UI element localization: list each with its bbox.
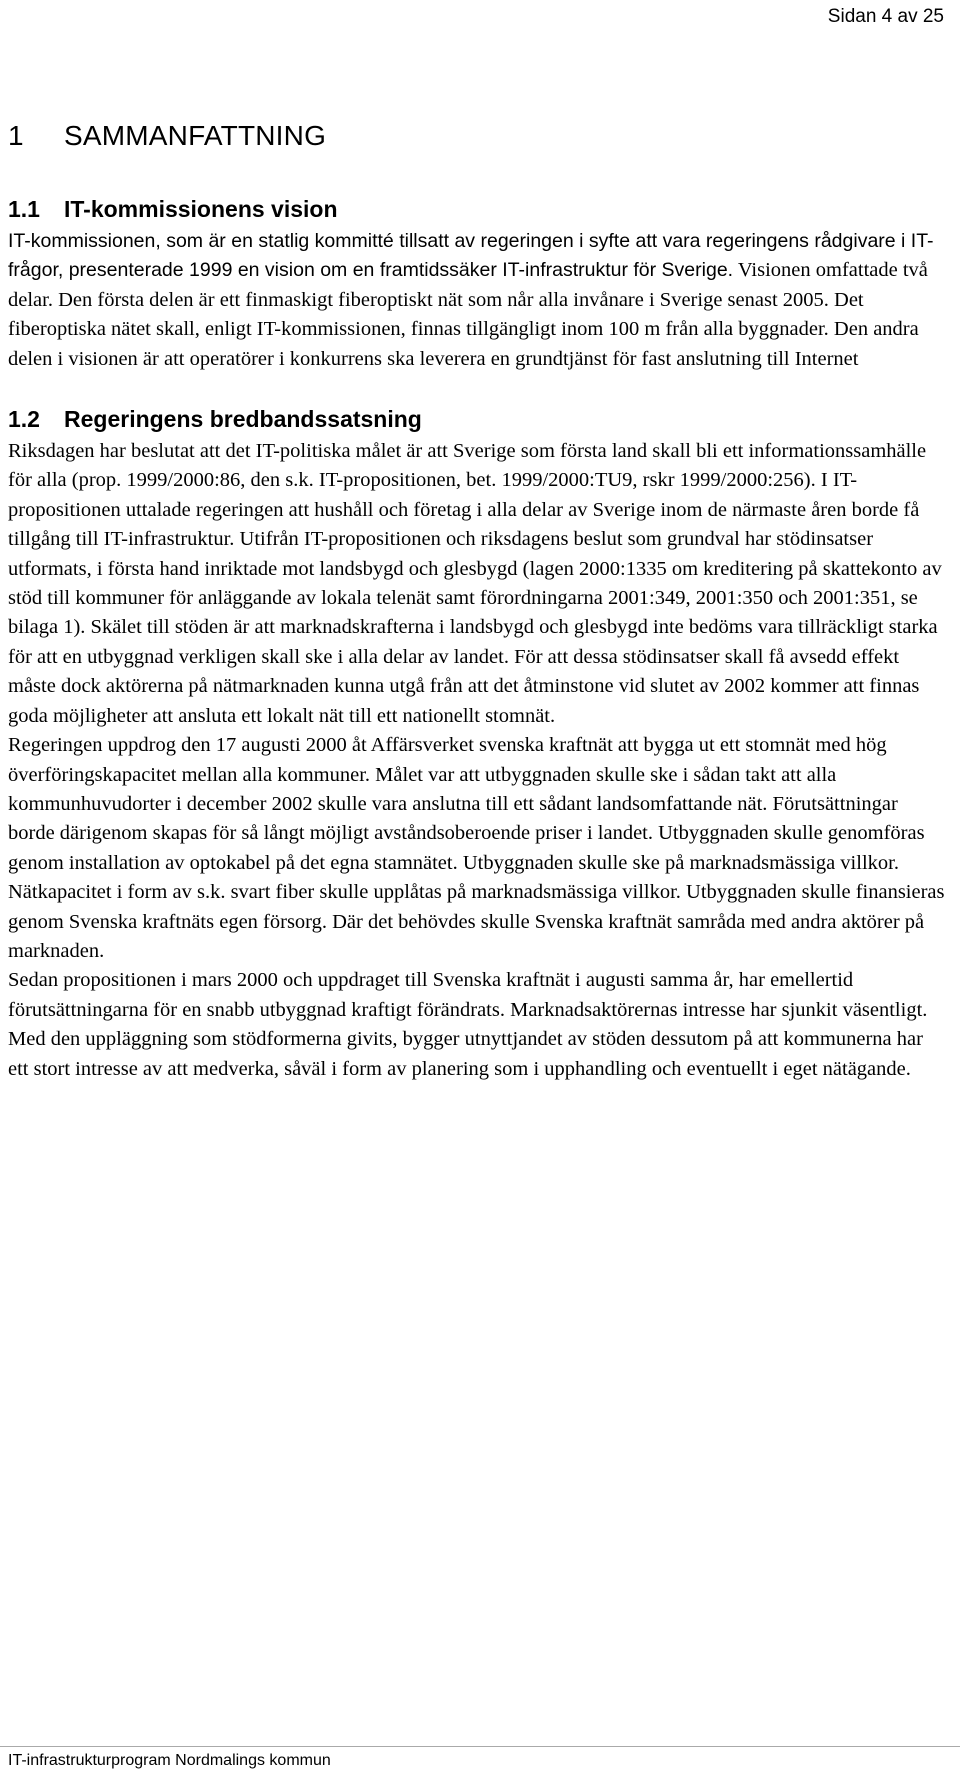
section-1-1-body-text: Visionen omfattade två delar. Den första delen är ett finmaskigt fiberoptiskt nät som når alla invånare i Sverige senast 2005. Det fiberoptiska nätet skall, enligt IT-kommissionen, finnas tillgängligt inom 100 m från alla byggnader. Den andra delen i visionen är att operatörer i konkurrens ska leverera en grundtjänst för fast anslutning till Internet	[8, 259, 928, 370]
section-heading-1-2	[8, 406, 948, 433]
document-body	[8, 120, 948, 1084]
section-1-1-paragraph	[8, 227, 948, 374]
section-1-2-paragraph-2: Regeringen uppdrog den 17 augusti 2000 åt Affärsverket svenska kraftnät att bygga ut ett stomnät med hög överföringskapacitet mellan alla kommuner. Målet var att utbyggnaden skulle ske i sådan takt att alla kommunhuvudorter i december 2002 skulle vara anslutna till ett sådant landsomfattande nät. Förutsättningar borde därigenom skapas för så långt möjligt avståndsoberoende priser i landet. Utbyggnaden skulle genomföras genom installation av optokabel på det egna stamnätet. Utbyggnaden skulle ske på marknadsmässiga villkor. Nätkapacitet i form av s.k. svart fiber skulle upplåtas på marknadsmässiga villkor. Utbyggnaden skulle finansieras genom Svenska kraftnäts egen försorg. Där det behövdes skulle Svenska kraftnät samråda med andra aktörer på marknaden.	[8, 734, 945, 962]
page-footer: IT-infrastrukturprogram Nordmalings kommun	[8, 1752, 331, 1769]
section-title: Regeringens bredbandssatsning	[64, 406, 422, 433]
section-1-1-intro-text: IT-kommissionen, som är en statlig kommitté tillsatt av regeringen i syfte att vara regeringens rådgivare i IT-frågor, presenterade 1999 en vision om en framtidssäker IT-infrastruktur för Sverige.	[8, 230, 934, 282]
section-number: 1.1	[8, 196, 40, 222]
chapter-number: 1	[8, 120, 24, 151]
section-number: 1.2	[8, 406, 40, 433]
section-title: IT-kommissionens vision	[64, 196, 338, 222]
chapter-heading	[8, 120, 948, 152]
section-1-2-paragraph-3: Sedan propositionen i mars 2000 och uppdraget till Svenska kraftnät i augusti samma år, har emellertid förutsättningarna för en snabb utbyggnad kraftigt förändrats. Marknadsaktörernas intresse har sjunkit väsentligt. Med den uppläggning som stödformerna givits, bygger utnyttjandet av stöden dessutom på att kommunerna har ett stort intresse av att medverka, såväl i form av planering som i upphandling och eventuellt i eget nätägande.	[8, 969, 928, 1080]
page-number-label: Sidan 4 av 25	[827, 6, 944, 27]
footer-divider	[0, 1746, 960, 1747]
section-heading-1-1	[8, 196, 948, 223]
chapter-title: SAMMANFATTNING	[64, 120, 327, 151]
section-1-2-paragraph-1: Riksdagen har beslutat att det IT-politiska målet är att Sverige som första land skall bli ett informationssamhälle för alla (prop. 1999/2000:86, den s.k. IT-propositionen, bet. 1999/2000:TU9, rskr 1999/2000:256). I IT-propositionen uttalade regeringen att hushåll och företag i alla delar av Sverige inom de närmaste åren borde få tillgång till IT-infrastruktur. Utifrån IT-propositionen och riksdagens beslut som grundval har stödinsatser utformats, i första hand inriktade mot landsbygd och glesbygd (lagen 2000:1335 om kreditering på skattekonto av stöd till kommuner för anläggande av lokala telenät samt förordningarna 2001:349, 2001:350 och 2001:351, se bilaga 1). Skälet till stöden är att marknadskrafterna i landsbygd och glesbygd inte bedöms vara tillräckligt starka för att en utbyggnad verkligen skall ske i alla delar av landet. För att dessa stödinsatser skall få avsedd effekt måste dock aktörerna på nätmarknaden kunna utgå från att det åtminstone vid slutet av 2002 kommer att finnas goda möjligheter att ansluta ett lokalt nät till ett nationellt stomnät.	[8, 440, 942, 727]
